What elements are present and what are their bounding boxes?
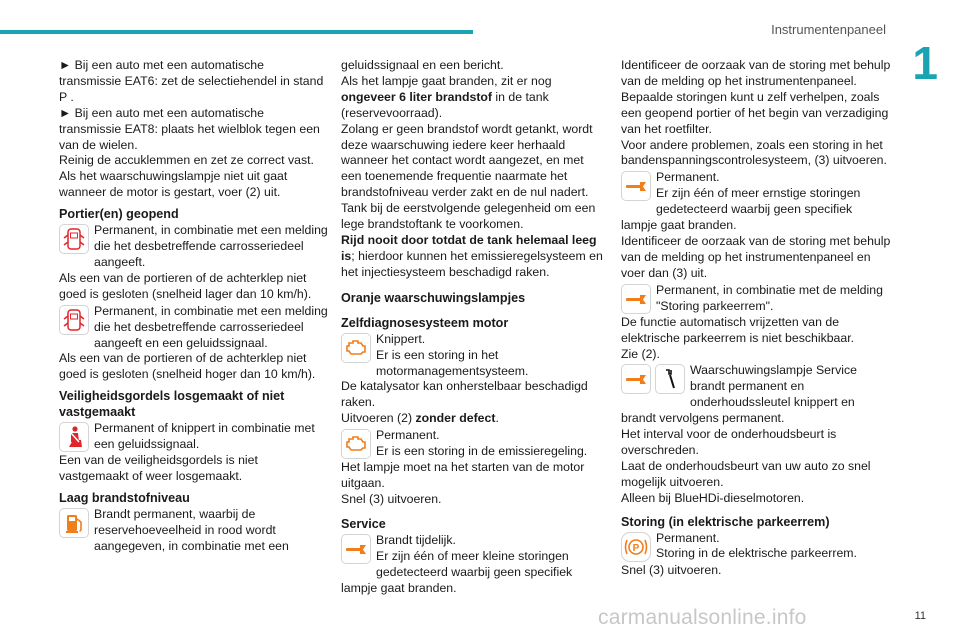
paragraph: Bepaalde storingen kunt u zelf verhelpen, zoals een geopend portier of het begin van verzadiging van het roetfilter.	[621, 89, 889, 136]
paragraph	[341, 411, 606, 427]
belts-text-1: Permanent of knippert in combinatie met een geluidssignaal.	[94, 421, 315, 452]
paragraph: Tank bij de eerstvolgende gelegenheid om een lege brandstoftank te voorkomen.	[341, 201, 596, 232]
fuel-pump-icon	[59, 508, 89, 538]
service-heading: Service	[341, 516, 386, 531]
text-run-bold: ongeveer 6 liter brandstof	[341, 89, 493, 104]
service-wrench-icon	[621, 364, 651, 394]
paragraph: Zie (2).	[621, 346, 660, 361]
service-wrench-icon	[621, 284, 651, 314]
maintenance-text: Waarschuwingslampje Service brandt permanent en onderhoudssleutel knippert en brandt vervolgens permanent.	[621, 363, 857, 426]
text-run: Als het lampje gaat branden, zit er nog	[341, 73, 552, 88]
header-accent-bar	[0, 30, 473, 34]
obd-item-1	[341, 332, 606, 380]
engine-warning-icon	[341, 333, 371, 363]
paragraph: Snel (3) uitvoeren.	[341, 491, 442, 506]
text-run-bold: Rijd nooit door totdat de tank helemaal leeg is	[341, 232, 597, 263]
obd-heading: Zelfdiagnosesysteem motor	[341, 315, 509, 330]
belts-item	[59, 421, 329, 453]
parking-brake-fault-text: Permanent, in combinatie met de melding "Storing parkeerrem".	[656, 282, 883, 313]
obd-text-4b: Er is een storing in de emissieregeling.	[376, 444, 588, 459]
maintenance-item	[621, 363, 891, 427]
orange-lamps-heading: Oranje waarschuwingslampjes	[341, 290, 526, 305]
door-open-warning-icon	[59, 224, 89, 254]
paragraph: Als een van de portieren of de achterklep niet goed is gesloten (snelheid lager dan 10 km/h).	[59, 270, 312, 301]
text-run-bold: zonder defect	[415, 411, 496, 426]
watermark: carmanualsonline.info	[598, 606, 807, 629]
service-serious-text-a: Permanent.	[656, 170, 720, 185]
paragraph: Snel (3) uitvoeren.	[621, 562, 722, 577]
doors-heading: Portier(en) geopend	[59, 207, 179, 222]
epb-text-1a: Permanent.	[656, 530, 720, 545]
epb-text-1b: Storing in de elektrische parkeerrem.	[656, 546, 857, 561]
page-number: 11	[914, 610, 926, 622]
obd-text-1b: Er is een storing in het motormanagementsysteem.	[376, 347, 529, 378]
service-serious-text-b: Er zijn één of meer ernstige storingen gedetecteerd waarbij geen specifiek lampje gaat branden.	[621, 186, 861, 233]
seatbelt-warning-icon	[59, 422, 89, 452]
belts-heading: Veiligheidsgordels losgemaakt of niet vastgemaakt	[59, 389, 285, 420]
chapter-number: 1	[912, 37, 938, 89]
doors-text-1: Permanent, in combinatie met een melding die het desbetreffende carrosseriedeel aangeeft.	[94, 223, 328, 269]
fuel-item	[59, 507, 329, 555]
service-wrench-icon	[341, 534, 371, 564]
paragraph: De functie automatisch vrijzetten van de elektrische parkeerrem is niet beschikbaar.	[621, 314, 855, 345]
doors-item-2	[59, 304, 329, 352]
doors-item-1	[59, 223, 329, 271]
maintenance-spanner-icon	[655, 364, 685, 394]
paragraph: Identificeer de oorzaak van de storing met behulp van de melding op het instrumentenpaneel.	[621, 58, 891, 88]
service-text-1a: Brandt tijdelijk.	[376, 532, 456, 547]
paragraph: Identificeer de oorzaak van de storing met behulp van de melding op het instrumentenpaneel en voer dan (3) uit.	[621, 233, 891, 280]
door-open-warning-icon	[59, 305, 89, 335]
obd-text-4a: Permanent.	[376, 428, 440, 443]
paragraph: Het interval voor de onderhoudsbeurt is overschreden.	[621, 427, 837, 457]
paragraph: Zolang er geen brandstof wordt getankt, wordt deze waarschuwing iedere keer herhaald wanneer het contact wordt aangezet, en met een toenemende frequentie naarmate het brandstofniveau verder zakt en de nul nadert.	[341, 121, 593, 200]
text-run: in de tank (reservevoorraad).	[341, 89, 549, 120]
service-wrench-icon	[621, 171, 651, 201]
epb-heading: Storing (in elektrische parkeerrem)	[621, 514, 830, 529]
paragraph	[341, 74, 606, 122]
fuel-text-1: Brandt permanent, waarbij de reservehoeveelheid in rood wordt aangegeven, in combinatie met een	[94, 507, 289, 553]
paragraph: Voor andere problemen, zoals een storing in het bandenspanningscontrolesysteem, (3) uitvoeren.	[621, 137, 887, 168]
paragraph: Het lampje moet na het starten van de motor uitgaan.	[341, 460, 585, 491]
parking-brake-fault-item	[621, 283, 891, 315]
column-1	[59, 58, 329, 555]
text-run: .	[495, 411, 499, 426]
service-item	[341, 533, 606, 597]
text-run: Uitvoeren (2)	[341, 411, 416, 426]
paragraph: De katalysator kan onherstelbaar beschadigd raken.	[341, 379, 588, 410]
doors-text-3: Permanent, in combinatie met een melding die het desbetreffende carrosseriedeel aangeeft en een geluidssignaal.	[94, 303, 328, 350]
paragraph: geluidssignaal en een bericht.	[341, 58, 504, 72]
paragraph: ► Bij een auto met een automatische transmissie EAT8: plaats het wielblok tegen een van de wielen.	[59, 105, 320, 152]
text-run: ; hierdoor kunnen het emissieregelsysteem en het injectiesysteem beschadigd raken.	[341, 248, 603, 279]
paragraph: Als het waarschuwingslampje niet uit gaat wanneer de motor is gestart, voer (2) uit.	[59, 169, 288, 200]
svg-text:P: P	[632, 542, 640, 554]
service-text-1b: Er zijn één of meer kleine storingen gedetecteerd waarbij geen specifiek lampje gaat branden.	[341, 548, 573, 595]
paragraph: Als een van de portieren of de achterklep niet goed is gesloten (snelheid hoger dan 10 km/h).	[59, 351, 316, 382]
paragraph: Een van de veiligheidsgordels is niet vastgemaakt of weer losgemaakt.	[59, 453, 258, 484]
paragraph: Alleen bij BlueHDi-dieselmotoren.	[621, 490, 805, 505]
column-2	[341, 58, 606, 596]
paragraph: ► Bij een auto met een automatische transmissie EAT6: zet de selectiehendel in stand P .	[59, 58, 324, 104]
section-title: Instrumentenpaneel	[771, 22, 886, 37]
paragraph: Reinig de accuklemmen en zet ze correct vast.	[59, 153, 314, 168]
paragraph: Laat de onderhoudsbeurt van uw auto zo snel mogelijk uitvoeren.	[621, 458, 871, 489]
epb-item	[621, 531, 891, 563]
obd-text-1a: Knippert.	[376, 331, 426, 346]
fuel-heading: Laag brandstofniveau	[59, 491, 190, 506]
service-serious-item	[621, 170, 891, 234]
paragraph	[341, 233, 606, 281]
engine-warning-icon	[341, 429, 371, 459]
column-3	[621, 58, 891, 578]
parking-brake-icon	[621, 532, 651, 562]
obd-item-2	[341, 428, 606, 460]
